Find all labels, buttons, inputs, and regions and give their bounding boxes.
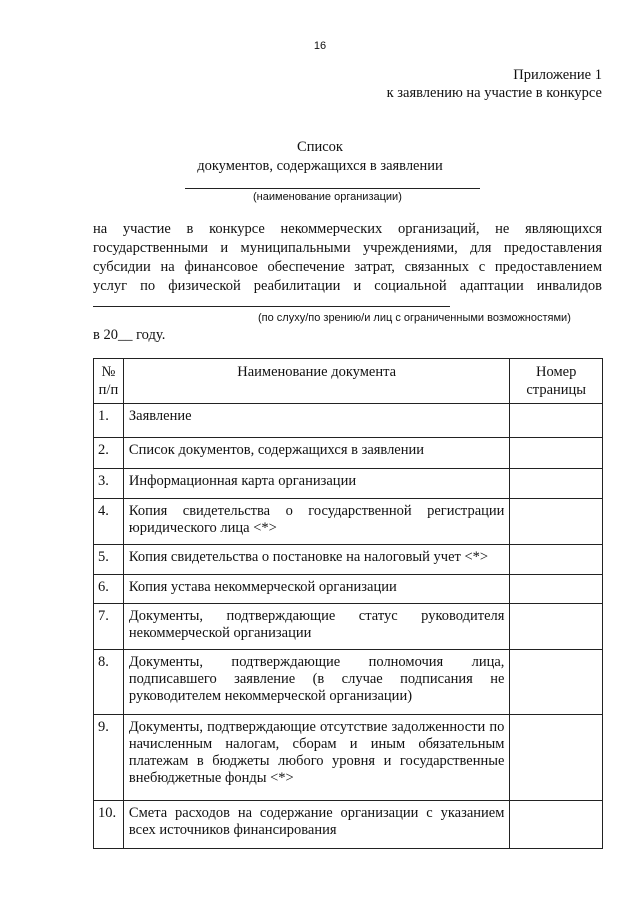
row-document-name: Документы, подтверждающие статус руководителя некоммерческой организации [123, 604, 510, 650]
row-document-name: Копия устава некоммерческой организации [123, 575, 510, 604]
appendix-heading [387, 66, 602, 102]
row-page-cell [510, 469, 603, 499]
disability-type-line [93, 306, 450, 307]
page-number: 16 [313, 40, 327, 52]
table-row [94, 469, 603, 499]
table-row [94, 545, 603, 575]
table-row [94, 604, 603, 650]
table-row [94, 499, 603, 545]
organization-name-line [185, 188, 480, 189]
documents-table [93, 358, 603, 849]
row-page-cell [510, 604, 603, 650]
row-page-cell [510, 575, 603, 604]
paragraph-line-2: государственными и муниципальными учреждениями, для предоставления [93, 240, 602, 256]
row-number: 6. [94, 575, 124, 604]
row-page-cell [510, 438, 603, 469]
header-page-number: Номер страницы [510, 359, 603, 404]
header-number: № п/п [94, 359, 124, 404]
table-row [94, 801, 603, 849]
row-document-name: Документы, подтверждающие полномочия лица, подписавшего заявление (в случае подписания не руководителем некоммерческой организации) [123, 650, 510, 715]
paragraph-line-4: услуг по физической реабилитации и социальной адаптации инвалидов [93, 278, 602, 294]
table-row [94, 404, 603, 438]
row-page-cell [510, 801, 603, 849]
row-number: 4. [94, 499, 124, 545]
table-row [94, 715, 603, 801]
row-number: 9. [94, 715, 124, 801]
row-number: 7. [94, 604, 124, 650]
document-title: Список [297, 139, 343, 155]
document-subtitle: документов, содержащихся в заявлении [197, 158, 443, 174]
row-number: 5. [94, 545, 124, 575]
paragraph-line-3: субсидии на финансовое обеспечение затрат, связанных с предоставлением [93, 259, 602, 275]
row-number: 2. [94, 438, 124, 469]
appendix-line-1: Приложение 1 [513, 67, 602, 83]
row-document-name: Список документов, содержащихся в заявлении [123, 438, 510, 469]
year-line: в 20__ году. [93, 327, 166, 343]
row-document-name: Документы, подтверждающие отсутствие задолженности по начисленным налогам, сборам и иным обязательным платежам в бюджеты любого уровня и государственные внебюджетные фонды <*> [123, 715, 510, 801]
row-page-cell [510, 545, 603, 575]
row-document-name: Копия свидетельства о государственной регистрации юридического лица <*> [123, 499, 510, 545]
row-page-cell [510, 650, 603, 715]
row-document-name: Информационная карта организации [123, 469, 510, 499]
row-number: 1. [94, 404, 124, 438]
table-header-row [94, 359, 603, 404]
table-row [94, 438, 603, 469]
header-document-name: Наименование документа [123, 359, 510, 404]
row-document-name: Копия свидетельства о постановке на налоговый учет <*> [123, 545, 510, 575]
row-document-name: Смета расходов на содержание организации с указанием всех источников финансирования [123, 801, 510, 849]
row-page-cell [510, 499, 603, 545]
paragraph-line-1: на участие в конкурсе некоммерческих организаций, не являющихся [93, 221, 602, 237]
row-number: 10. [94, 801, 124, 849]
appendix-line-2: к заявлению на участие в конкурсе [386, 85, 602, 101]
purpose-paragraph [93, 220, 602, 296]
row-page-cell [510, 404, 603, 438]
row-page-cell [510, 715, 603, 801]
disability-type-caption: (по слуху/по зрению/и лиц с ограниченными возможностями) [258, 312, 571, 324]
organization-name-caption: (наименование организации) [253, 191, 402, 203]
row-number: 3. [94, 469, 124, 499]
row-number: 8. [94, 650, 124, 715]
row-document-name: Заявление [123, 404, 510, 438]
table-row [94, 575, 603, 604]
table-row [94, 650, 603, 715]
